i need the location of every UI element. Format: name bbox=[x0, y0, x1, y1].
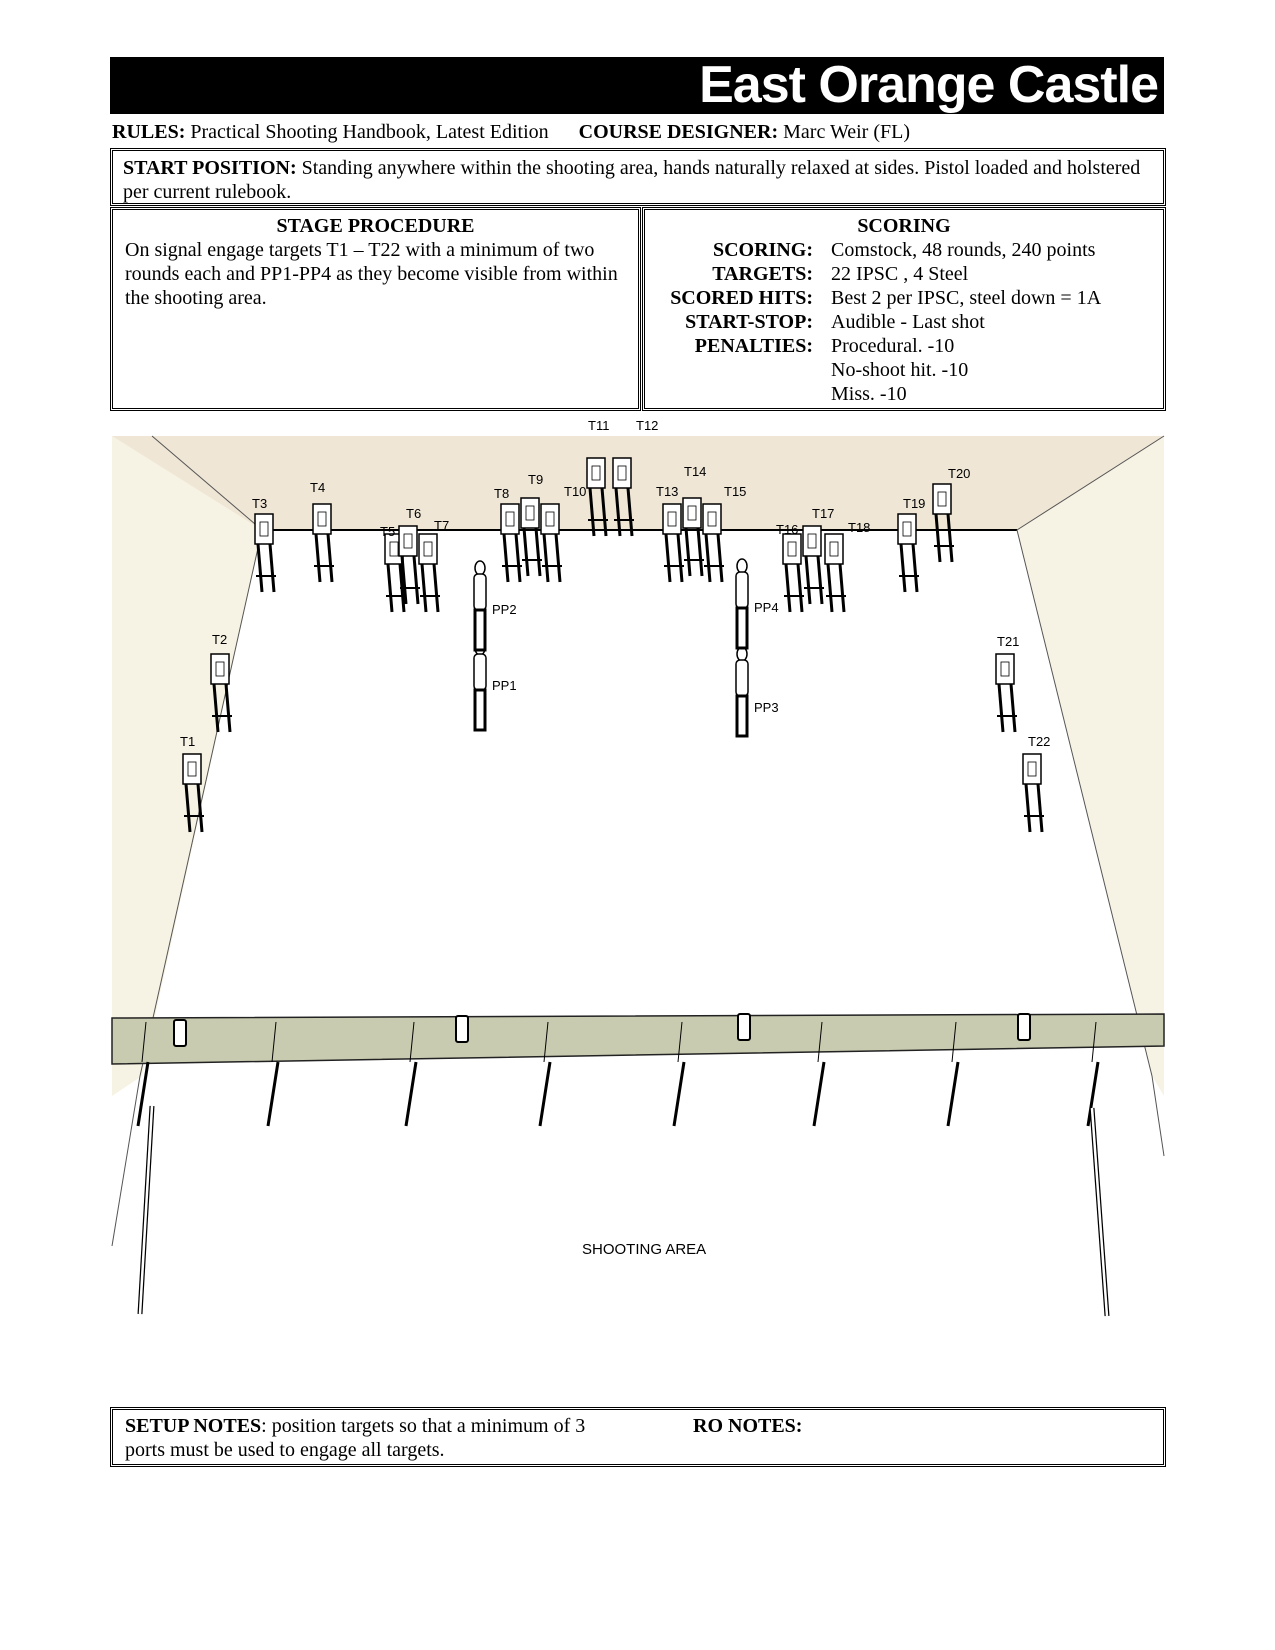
rules-label: RULES: bbox=[112, 121, 186, 143]
ipsc-target bbox=[703, 504, 721, 534]
target-label: T19 bbox=[903, 496, 926, 511]
scoring-row-value: Comstock, 48 rounds, 240 points bbox=[831, 239, 1096, 261]
popper-label: PP2 bbox=[492, 602, 517, 617]
scoring-box bbox=[642, 207, 1166, 411]
popper-label: PP4 bbox=[754, 600, 779, 615]
scoring-row-label: START-STOP: bbox=[685, 311, 813, 333]
target-label: T7 bbox=[434, 518, 450, 533]
target-label: T22 bbox=[1028, 734, 1051, 749]
start-position-box bbox=[110, 148, 1166, 206]
ipsc-target bbox=[1023, 754, 1041, 784]
target-label: T16 bbox=[776, 522, 799, 537]
target-label: T2 bbox=[212, 632, 228, 647]
ipsc-target bbox=[211, 654, 229, 684]
target-label: T17 bbox=[812, 506, 835, 521]
popper-base bbox=[737, 696, 747, 736]
wall-edge bbox=[112, 1076, 140, 1246]
scoring-row-label: PENALTIES: bbox=[694, 335, 813, 357]
left-fault-line-inner bbox=[140, 1106, 152, 1314]
target-label: T3 bbox=[252, 496, 268, 511]
target-label: T15 bbox=[724, 484, 747, 499]
scoring-row-value: 22 IPSC , 4 Steel bbox=[831, 263, 969, 285]
ipsc-target bbox=[803, 526, 821, 556]
stage-diagram bbox=[112, 418, 1164, 1356]
scoring-row-label: TARGETS: bbox=[712, 263, 813, 285]
barricade-port bbox=[174, 1020, 186, 1046]
barricade-port bbox=[456, 1016, 468, 1042]
popper-head bbox=[737, 559, 747, 573]
ipsc-target bbox=[898, 514, 916, 544]
target-label: T18 bbox=[848, 520, 871, 535]
right-fault-line-inner bbox=[1092, 1108, 1107, 1316]
ipsc-target bbox=[683, 498, 701, 528]
ro-notes-label: RO NOTES: bbox=[693, 1415, 803, 1437]
setup-notes-text: : position targets so that a minimum of 3 ports must be used to engage all targets. bbox=[125, 1415, 586, 1461]
target-label: T5 bbox=[380, 524, 396, 539]
ipsc-target bbox=[255, 514, 273, 544]
rules-line bbox=[112, 120, 910, 144]
popper-label: PP1 bbox=[492, 678, 517, 693]
scoring-heading: SCORING bbox=[857, 215, 951, 237]
rules-value: Practical Shooting Handbook, Latest Edition bbox=[190, 121, 549, 143]
ipsc-target bbox=[783, 534, 801, 564]
barricade-port bbox=[1018, 1014, 1030, 1040]
target-label: T6 bbox=[406, 506, 422, 521]
ipsc-target bbox=[313, 504, 331, 534]
scoring-table bbox=[653, 238, 1155, 406]
notes-box bbox=[110, 1407, 1166, 1467]
ipsc-target bbox=[501, 504, 519, 534]
ipsc-target bbox=[419, 534, 437, 564]
target-label: T14 bbox=[684, 464, 707, 479]
ipsc-target bbox=[663, 504, 681, 534]
scoring-row-label bbox=[653, 382, 813, 406]
target-label: T11 bbox=[588, 418, 610, 433]
ipsc-target bbox=[521, 498, 539, 528]
ipsc-target bbox=[399, 526, 417, 556]
target-label: T1 bbox=[180, 734, 196, 749]
title-bar bbox=[110, 57, 1164, 114]
stage-procedure-heading: STAGE PROCEDURE bbox=[276, 215, 475, 237]
scoring-row-value: No-shoot hit. -10 bbox=[831, 359, 969, 381]
target-label: T20 bbox=[948, 466, 971, 481]
scoring-row-label bbox=[653, 358, 813, 382]
popper-body bbox=[736, 660, 748, 696]
designer-value: Marc Weir (FL) bbox=[783, 121, 910, 143]
ipsc-target bbox=[587, 458, 605, 488]
stage-procedure-box bbox=[110, 207, 641, 411]
scoring-row-value: Miss. -10 bbox=[831, 383, 907, 405]
scoring-row-value: Best 2 per IPSC, steel down = 1A bbox=[831, 287, 1102, 309]
start-position-label: START POSITION: bbox=[123, 157, 297, 179]
ipsc-target bbox=[933, 484, 951, 514]
scoring-row-label: SCORING: bbox=[712, 239, 813, 261]
target-label: T4 bbox=[310, 480, 326, 495]
scoring-row-value: Audible - Last shot bbox=[831, 311, 985, 333]
target-label: T8 bbox=[494, 486, 510, 501]
popper-body bbox=[474, 654, 486, 690]
stage-procedure-text: On signal engage targets T1 – T22 with a minimum of two rounds each and PP1-PP4 as they become visible from within the shooting area. bbox=[125, 239, 618, 309]
ipsc-target bbox=[541, 504, 559, 534]
ipsc-target bbox=[996, 654, 1014, 684]
popper-body bbox=[736, 572, 748, 608]
popper-label: PP3 bbox=[754, 700, 779, 715]
popper-base bbox=[475, 690, 485, 730]
ipsc-target bbox=[183, 754, 201, 784]
start-position-text: Standing anywhere within the shooting area, hands naturally relaxed at sides. Pistol loaded and holstered per current rulebook. bbox=[123, 157, 1141, 203]
shooting-area-label: SHOOTING AREA bbox=[582, 1241, 707, 1258]
target-label: T21 bbox=[997, 634, 1020, 649]
popper-base bbox=[737, 608, 747, 648]
setup-notes-label: SETUP NOTES bbox=[125, 1415, 262, 1437]
barricade-port bbox=[738, 1014, 750, 1040]
target-label: T10 bbox=[564, 484, 587, 499]
popper-base bbox=[475, 610, 485, 650]
target-label: T12 bbox=[636, 418, 659, 433]
popper-body bbox=[474, 574, 486, 610]
target-label: T13 bbox=[656, 484, 679, 499]
popper-head bbox=[475, 561, 485, 575]
ipsc-target bbox=[825, 534, 843, 564]
designer-label: COURSE DESIGNER: bbox=[578, 121, 779, 143]
stage-title: East Orange Castle bbox=[699, 56, 1158, 114]
scoring-row-value: Procedural. -10 bbox=[831, 335, 955, 357]
ipsc-target bbox=[613, 458, 631, 488]
setup-notes bbox=[125, 1414, 605, 1462]
target-label: T9 bbox=[528, 472, 544, 487]
scoring-row-label: SCORED HITS: bbox=[670, 287, 813, 309]
